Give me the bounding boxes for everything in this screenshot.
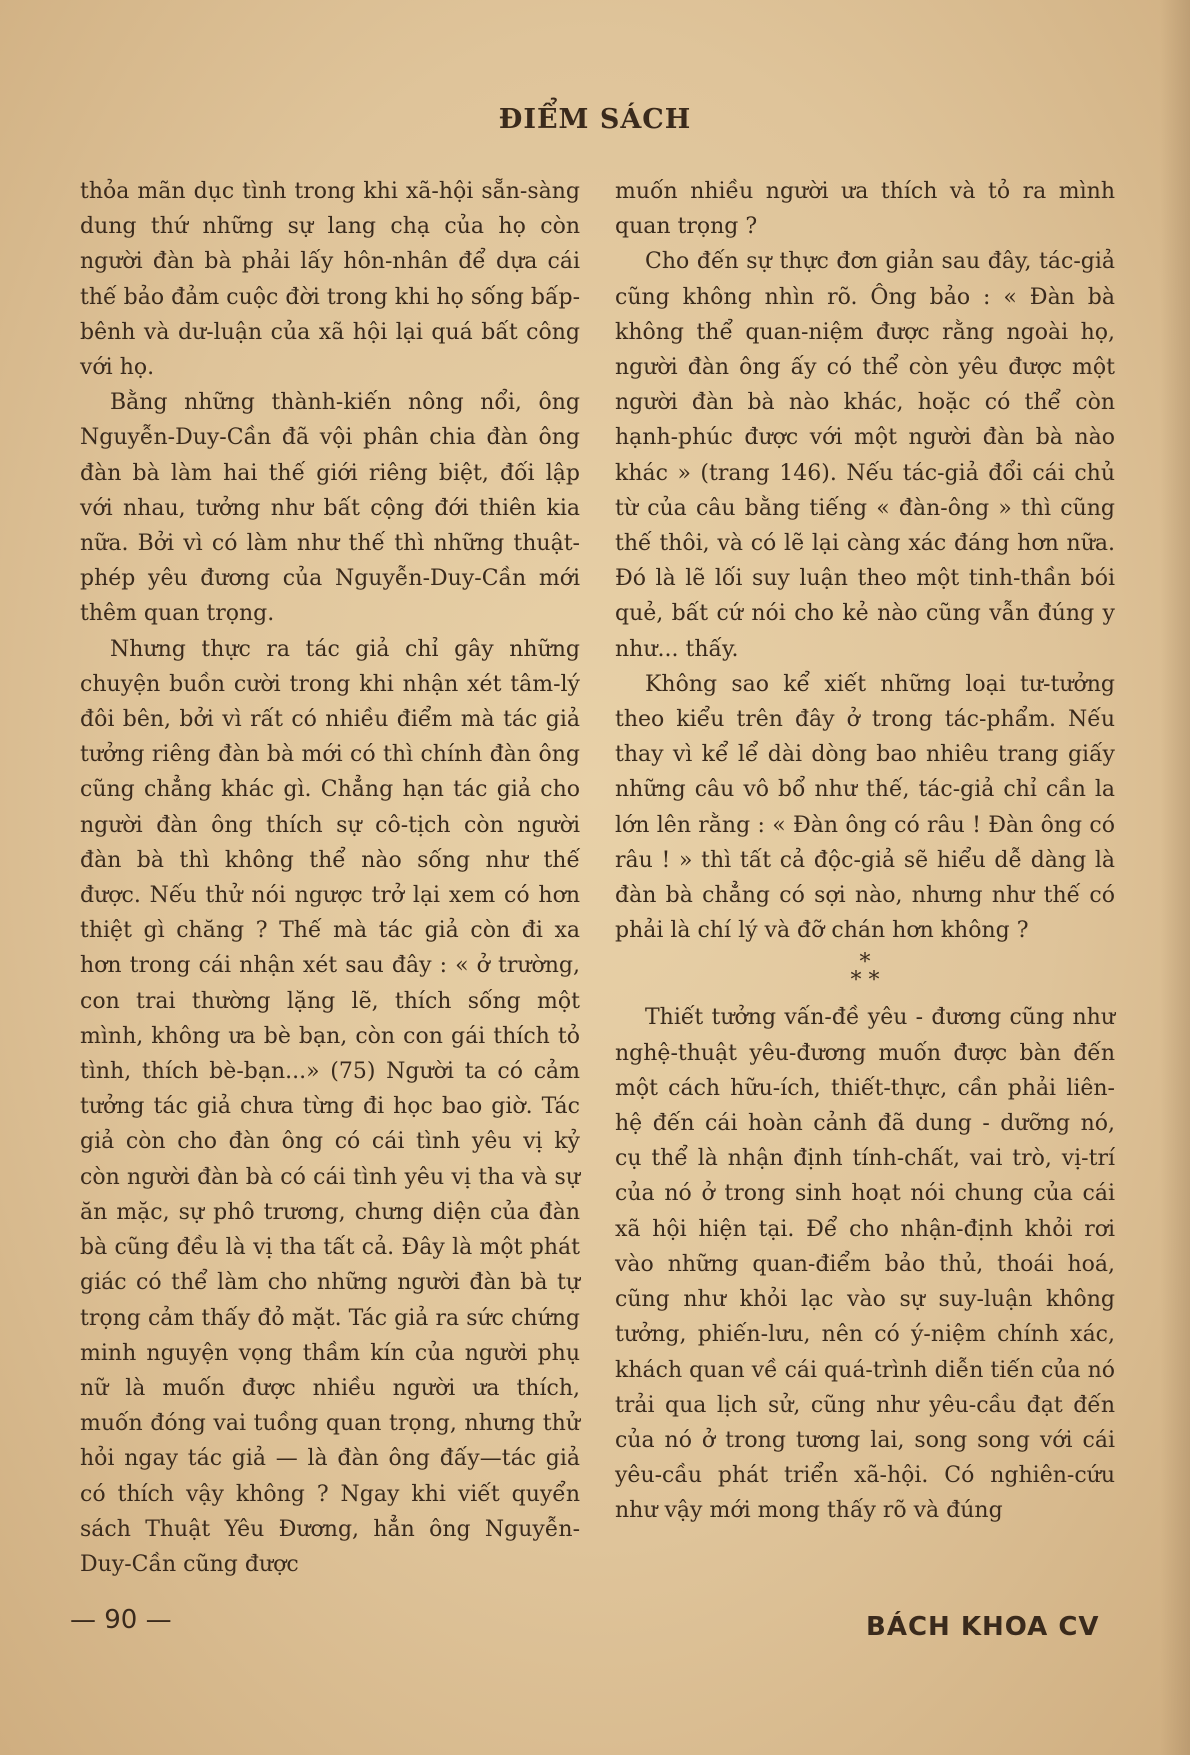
paragraph: Không sao kể xiết những loại tư-tưởng theo kiểu trên đây ở trong tác-phẩm. Nếu thay vì kể lể dài dòng bao nhiêu trang giấy những câu vô bổ như thế, tác-giả chỉ cần la lớn lên rằng : « Đàn ông có râu ! Đàn ông có râu ! » thì tất cả độc-giả sẽ hiểu dễ dàng là đàn bà chẳng có sợi nào, nhưng như thế có phải là chí lý và đỡ chán hơn không ? bbox=[615, 671, 1115, 944]
separator-star-bottom: * * bbox=[850, 968, 880, 994]
left-column bbox=[80, 174, 580, 1582]
page-number: — 90 — bbox=[70, 1605, 172, 1635]
paragraph: thỏa mãn dục tình trong khi xã-hội sẵn-sàng dung thứ những sự lang chạ của họ còn người đàn bà phải lấy hôn-nhân để dựa cái thế bảo đảm cuộc đời trong khi họ sống bấp-bênh và dư-luận của xã hội lại quá bất công với họ. bbox=[80, 179, 580, 381]
paragraph: Nhưng thực ra tác giả chỉ gây những chuyện buồn cười trong khi nhận xét tâm-lý đôi bên, bởi vì rất có nhiều điểm mà tác giả tưởng riêng đàn bà mới có thì chính đàn ông cũng chẳng khác gì. Chẳng hạn tác giả cho người đàn ông thích sự cô-tịch còn người đàn bà thì không thể nào sống như thế được. Nếu thử nói ngược trở lại xem có hơn thiệt gì chăng ? Thế mà tác giả còn đi xa hơn trong cái nhận xét sau đây : « ở trường, con trai thường lặng lẽ, thích sống một mình, không ưa bè bạn, còn con gái thích tỏ tình, thích bè-bạn...» (75) Người ta có cảm tưởng tác giả chưa từng đi học bao giờ. Tác giả còn cho đàn ông có cái tình yêu vị kỷ còn người đàn bà có cái tình yêu vị tha và sự ăn mặc, sự phô trương, chưng diện của đàn bà cũng đều là vị tha tất cả. Đây là một phát giác có thể làm cho những người đàn bà tự trọng cảm thấy đỏ mặt. Tác giả ra sức chứng minh nguyện vọng thầm kín của người phụ nữ là muốn được nhiều người ưa thích, muốn đóng vai tuồng quan trọng, nhưng thử hỏi ngay tác giả — là đàn ông đấy—tác giả có thích vậy không ? Ngay khi viết quyển sách Thuật Yêu Đương, hẳn ông Nguyễn-Duy-Cần cũng được bbox=[80, 636, 580, 1577]
page-edge-shadow bbox=[1160, 0, 1190, 1755]
section-separator bbox=[615, 950, 1115, 994]
right-column bbox=[615, 174, 1115, 1529]
paragraph: Bằng những thành-kiến nông nổi, ông Nguyễn-Duy-Cần đã vội phân chia đàn ông đàn bà làm hai thế giới riêng biệt, đối lập với nhau, tưởng như bất cộng đới thiên kia nữa. Bởi vì có làm như thế thì những thuật-phép yêu đương của Nguyễn-Duy-Cần mới thêm quan trọng. bbox=[80, 390, 580, 627]
publication-name: BÁCH KHOA CV bbox=[866, 1612, 1100, 1642]
paragraph: muốn nhiều người ưa thích và tỏ ra mình quan trọng ? bbox=[615, 179, 1115, 240]
separator-star-top: * bbox=[859, 950, 871, 976]
paragraph: Thiết tưởng vấn-đề yêu - đương cũng như nghệ-thuật yêu-đương muốn được bàn đến một cách hữu-ích, thiết-thực, cần phải liên-hệ đến cái hoàn cảnh đã dung - dưỡng nó, cụ thể là nhận định tính-chất, vai trò, vị-trí của nó ở trong sinh hoạt nói chung của cái xã hội hiện tại. Để cho nhận-định khỏi rơi vào những quan-điểm bảo thủ, thoái hoá, cũng như khỏi lạc vào sự suy-luận không tưởng, phiến-lưu, nên có ý-niệm chính xác, khách quan về cái quá-trình diễn tiến của nó trải qua lịch sử, cũng như yêu-cầu đạt đến của nó ở trong tương lai, song song với cái yêu-cầu phát triển xã-hội. Có nghiên-cứu như vậy mới mong thấy rõ và đúng bbox=[615, 1005, 1115, 1524]
paragraph: Cho đến sự thực đơn giản sau đây, tác-giả cũng không nhìn rõ. Ông bảo : « Đàn bà không thể quan-niệm được rằng ngoài họ, người đàn ông ấy có thể còn yêu được một người đàn bà nào khác, hoặc có thể còn hạnh-phúc được với một người đàn bà nào khác » (trang 146). Nếu tác-giả đổi cái chủ từ của câu bằng tiếng « đàn-ông » thì cũng thế thôi, và có lẽ lại càng xác đáng hơn nữa. Đó là lẽ lối suy luận theo một tinh-thần bói quẻ, bất cứ nói cho kẻ nào cũng vẫn đúng y như... thấy. bbox=[615, 249, 1115, 662]
section-title: ĐIỂM SÁCH bbox=[498, 104, 692, 135]
